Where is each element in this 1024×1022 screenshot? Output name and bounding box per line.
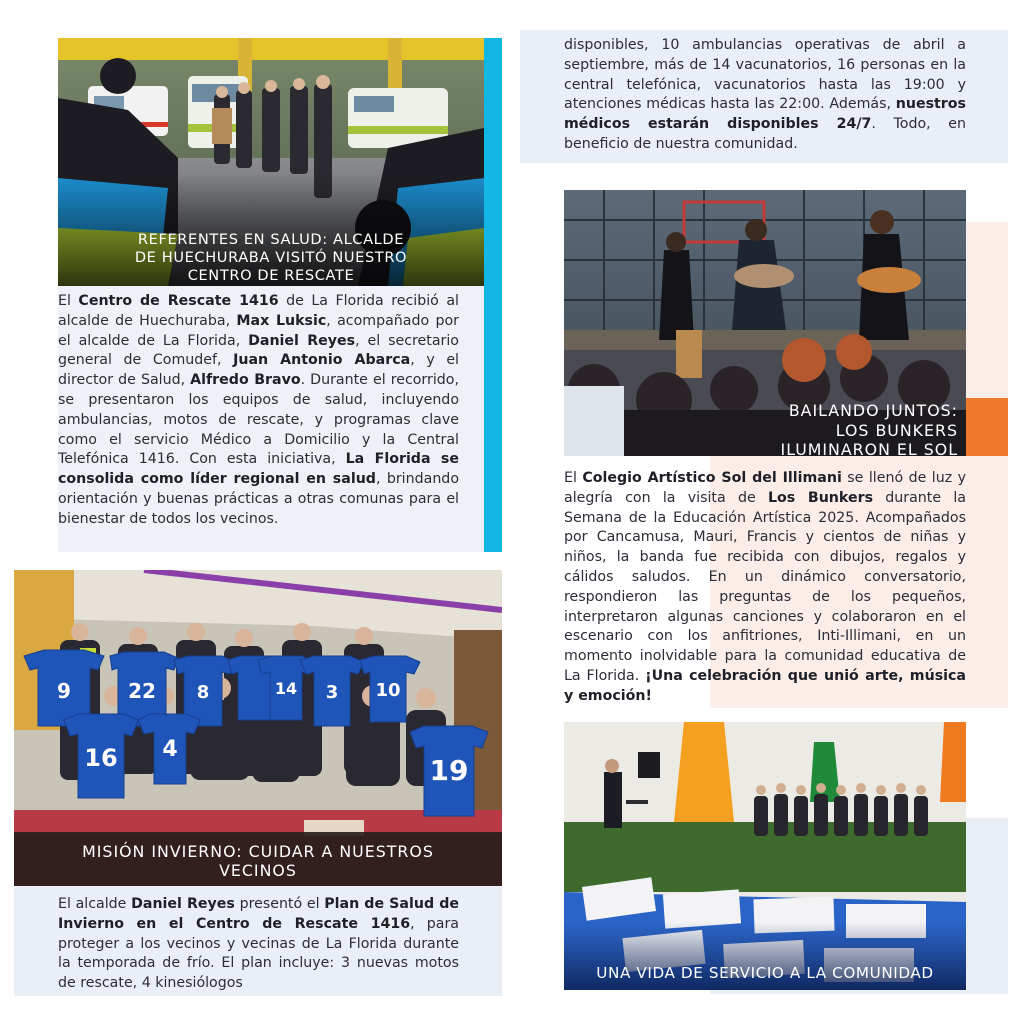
jersey-number-4: 4 xyxy=(162,737,178,762)
article4-title: MISIÓN INVIERNO: CUIDAR A NUESTROS VECINOS xyxy=(82,842,434,880)
body-text-run: , el secretario general de Comudef, xyxy=(58,332,459,369)
body-text-run: de La Florida recibió al alcalde de Huechuraba, xyxy=(58,293,459,329)
body-text-run: , para proteger a los vecinos y vecinas de La Florida durante la temporada de frío. El plan incluye: 3 nuevas motos de rescate, 4 kinesiólogos xyxy=(58,915,460,992)
highlighted-text: Daniel Reyes xyxy=(131,896,235,912)
body-text-run: disponibles, 10 ambulancias operativas de abril a septiembre, más de 14 vacunatorios, 16 personas en la central telefónica, vacunatorios hasta las 19:00 y atenciones médicas hasta las 22:00. Además, xyxy=(564,37,966,113)
highlighted-text: Centro de Rescate 1416 xyxy=(78,293,279,309)
article1-accent-bar xyxy=(484,38,502,552)
article3-title: BAILANDO JUNTOS: LOS BUNKERS ILUMINARON EL SOL xyxy=(780,401,958,459)
highlighted-text: La Florida se consolida como líder regional en salud xyxy=(58,451,460,488)
highlighted-text: Juan Antonio Abarca xyxy=(233,352,411,369)
body-text-run: El xyxy=(564,470,583,486)
body-text-run: , acompañado por el alcalde de La Florida, xyxy=(58,312,459,349)
body-text-run: durante la Semana de la Educación Artística 2025. Acompañados por Cancamusa, Mauri, Francis y cientos de niñas y niños, la banda fue recibida con dibujos, regalos y cálidos saludos. En un dinámico conversatorio, respondieron las preguntas de los pequeños, interpretaron algunas canciones y colaboraron en el escenario con los anfitriones, Inti-Illimani, en un momento inolvidable para la comunidad educativa de La Florida. xyxy=(564,489,966,684)
body-text-run: El alcalde xyxy=(58,896,132,912)
body-text-run: , brindando orientación y buenas prácticas a otras comunas para el bienestar de todos los vecinos. xyxy=(58,471,459,527)
jersey-number-9: 9 xyxy=(57,679,71,703)
jersey-number-10: 10 xyxy=(375,680,401,701)
highlighted-text: nuestros médicos estarán disponibles 24/7 xyxy=(564,96,966,133)
article5-title: UNA VIDA DE SERVICIO A LA COMUNIDAD xyxy=(596,964,934,982)
jersey-number-19: 19 xyxy=(429,754,469,787)
body-text-run: se llenó de luz y alegría con la visita de xyxy=(564,470,966,506)
jersey-number-14: 14 xyxy=(274,679,298,698)
article4-body xyxy=(58,895,459,994)
body-text-run: . Todo, en beneficio de nuestra comunidad. xyxy=(564,116,966,152)
ceremony-photo xyxy=(564,722,966,990)
jersey-number-22: 22 xyxy=(128,679,156,703)
winter-plan-photo xyxy=(14,570,502,886)
body-text-run: presentó el xyxy=(234,896,325,912)
highlighted-text: Los Bunkers xyxy=(767,489,874,506)
highlighted-text: Colegio Artístico Sol del Illimani xyxy=(582,470,842,486)
highlighted-text: Daniel Reyes xyxy=(248,332,356,349)
jersey-number-16: 16 xyxy=(84,744,118,772)
article2-continued-body xyxy=(564,36,966,155)
body-text-run: El xyxy=(58,293,79,309)
highlighted-text: ¡Una celebración que unió arte, música y emoción! xyxy=(564,667,966,704)
article1-body xyxy=(58,292,459,530)
body-text-run: , y el director de Salud, xyxy=(58,352,459,389)
highlighted-text: Plan de Salud de Invierno en el Centro de Rescate 1416 xyxy=(58,896,459,932)
highlighted-text: Max Luksic xyxy=(236,312,327,329)
body-text-run: . Durante el recorrido, se presentaron los equipos de salud, incluyendo ambulancias, motos de rescate, y programas clave como el servicio Médico a Domicilio y la Central Telefónica 1416. Con esta iniciativa, xyxy=(58,372,459,468)
article3-body xyxy=(564,469,966,707)
article1-title: REFERENTES EN SALUD: ALCALDE DE HUECHURABA VISITÓ NUESTRO CENTRO DE RESCATE xyxy=(134,231,408,284)
highlighted-text: Alfredo Bravo xyxy=(190,372,301,389)
jersey-number-8: 8 xyxy=(196,682,210,703)
jersey-number-3: 3 xyxy=(325,682,339,703)
